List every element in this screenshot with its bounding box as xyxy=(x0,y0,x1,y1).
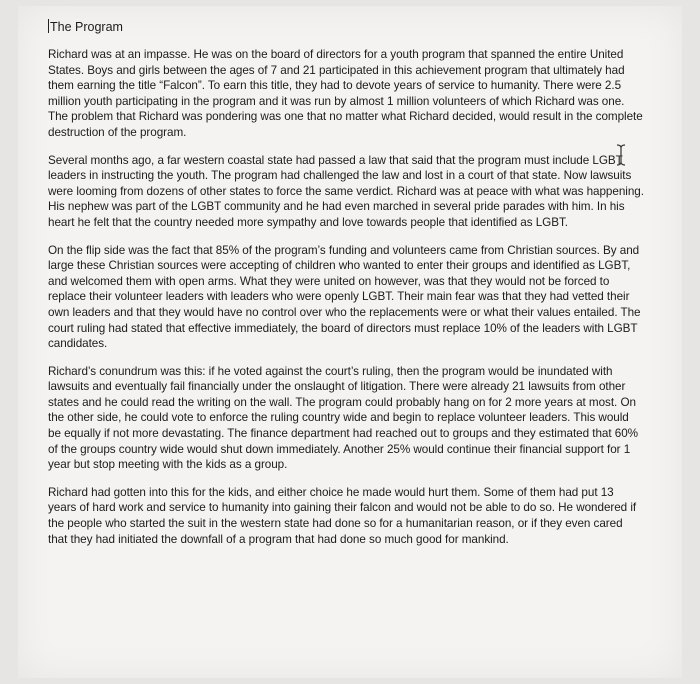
paragraph-4: Richard’s conundrum was this: if he voted against the court’s ruling, then the program would be inundated with lawsuits and eventually fail financially under the onslaught of litigation. There were already 21 lawsuits from other states and he could read the writing on the wall. The program could probably hang on for 2 more years at most. On the other side, he could vote to enforce the ruling country wide and begin to replace volunteer leaders. This would be equally if not more devastating. The finance department had reached out to groups and they estimated that 60% of the groups country wide would shut down immediately. Another 25% would continue their financial support for 1 year but stop meeting with the kids as a group. xyxy=(48,364,638,472)
text-caret xyxy=(48,19,49,33)
document-title xyxy=(48,19,644,35)
paragraph-2: Several months ago, a far western coastal state had passed a law that said that the program must include LGBT leaders in instructing the youth. The program had challenged the law and lost in a court of that state. Now lawsuits were looming from dozens of other states to force the same verdict. Richard was at peace with what was happening. His nephew was part of the LGBT community and he had even marched in several pride parades with him. In his heart he felt that the country needed more sympathy and love towards people that identified as LGBT. xyxy=(48,153,644,229)
paragraph-5: Richard had gotten into this for the kids, and either choice he made would hurt them. Some of them had put 13 years of hard work and service to humanity into gaining their falcon and would not be able to do so. He wondered if the people who started the suit in the western state had done so for a humanitarian reason, or if they even cared that they had initiated the downfall of a program that had done so much good for mankind. xyxy=(48,485,637,546)
paragraph-3: On the flip side was the fact that 85% of the program’s funding and volunteers came from Christian sources. By and large these Christian sources were accepting of children who wanted to enter their groups and identified as LGBT, and welcomed them with open arms. What they were united on however, was that they would not be forced to replace their volunteer leaders with leaders who were openly LGBT. Their main fear was that they had vetted their own leaders and that they would have no control over who the replacements were or what their values entailed. The court ruling had stated that effective immediately, the board of directors must replace 10% of the leaders with LGBT candidates. xyxy=(48,243,641,351)
document-body[interactable] xyxy=(48,19,644,559)
paragraph-1: Richard was at an impasse. He was on the board of directors for a youth program that spanned the entire United States. Boys and girls between the ages of 7 and 21 participated in this achievement program that ultimately had them earning the title “Falcon”. To earn this title, they had to devote years of service to humanity. There were 2.5 million youth participating in the program and it was run by almost 1 million volunteers of which Richard was one. The problem that Richard was pondering was one that no matter what Richard decided, would result in the complete destruction of the program. xyxy=(48,48,643,139)
i-beam-cursor-icon xyxy=(616,144,626,166)
document-page xyxy=(18,6,682,678)
document-title-text: The Program xyxy=(50,20,123,34)
